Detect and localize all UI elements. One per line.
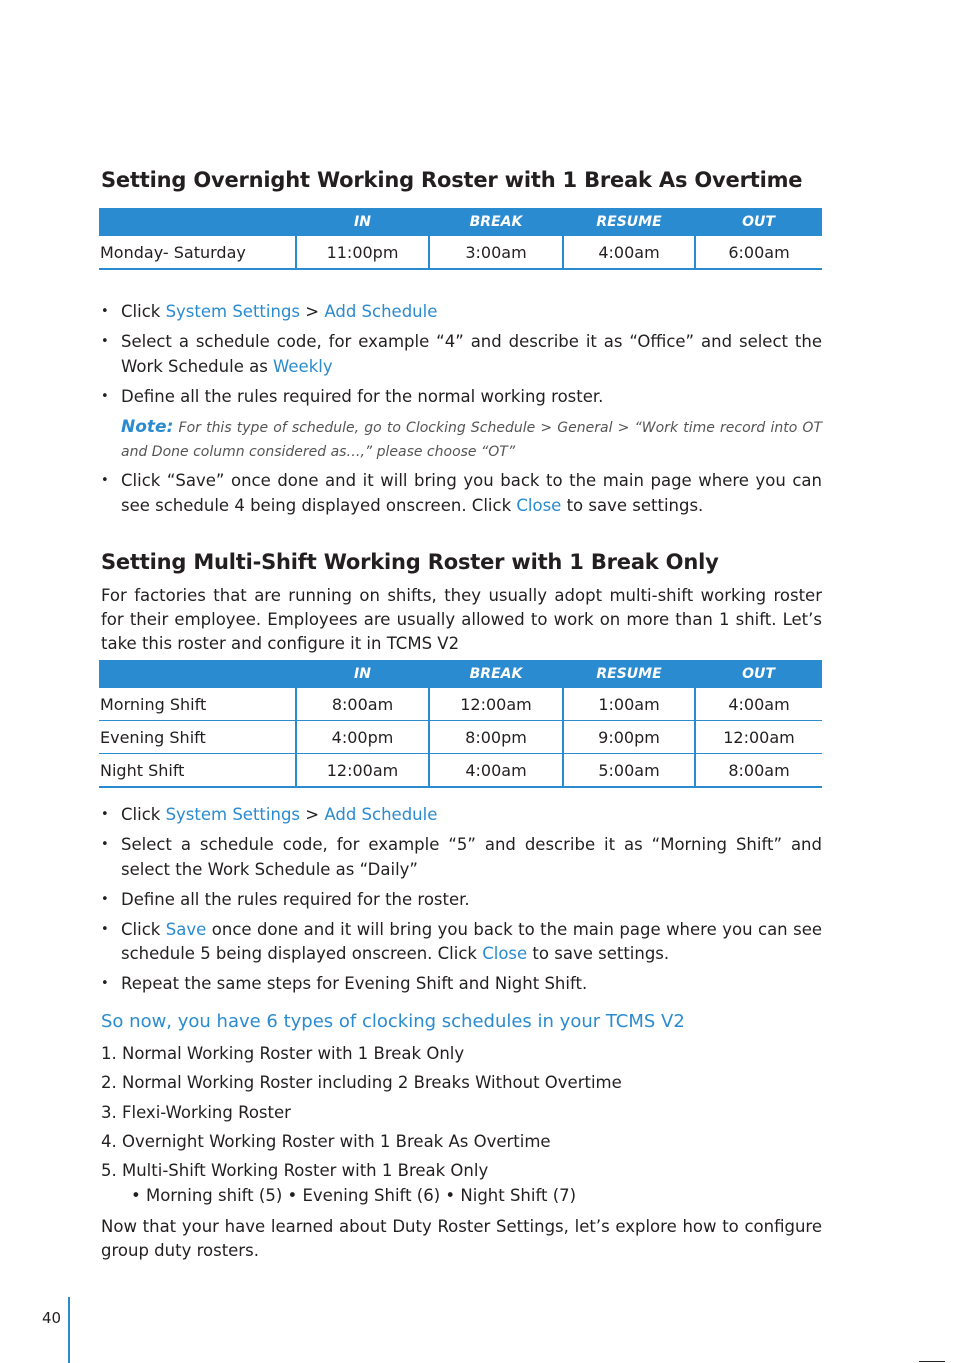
step-text: once done and it will bring you back to the main page where you can see schedule 5 being displayed onscreen. Click <box>121 919 822 963</box>
table-cell: 4:00pm <box>296 721 429 754</box>
step-text: to save settings. <box>561 495 704 515</box>
table-cell: 1:00am <box>563 688 695 721</box>
list-item: 2. Normal Working Roster including 2 Breaks Without Overtime <box>101 1073 622 1093</box>
table-header-cell: IN <box>296 660 429 688</box>
step-text: Click <box>121 805 166 824</box>
save-link[interactable]: Save <box>165 919 207 939</box>
table-header-cell <box>99 208 296 236</box>
table-cell: 3:00am <box>429 236 563 269</box>
overnight-steps-list <box>101 300 822 524</box>
table-cell: 8:00pm <box>429 721 563 754</box>
step-text: Click <box>121 302 166 321</box>
note-block <box>101 415 822 464</box>
table-cell: 6:00am <box>695 236 822 269</box>
table-header-cell <box>99 660 296 688</box>
section-title-multishift: Setting Multi-Shift Working Roster with 1 Break Only <box>101 550 719 574</box>
close-link[interactable]: Close <box>482 944 528 963</box>
system-settings-link[interactable]: System Settings <box>165 805 301 824</box>
table-cell: 8:00am <box>695 754 822 788</box>
table-cell: Monday- Saturday <box>99 236 296 269</box>
table-header-cell: IN <box>296 208 429 236</box>
page-margin-rule <box>68 1297 70 1363</box>
list-item: 4. Overnight Working Roster with 1 Break As Overtime <box>101 1131 551 1151</box>
table-cell: 9:00pm <box>563 721 695 754</box>
table-cell: 4:00am <box>429 754 563 788</box>
shift-sublist: • Morning shift (5) • Evening Shift (6) • Night Shift (7) <box>131 1185 577 1205</box>
table-cell: 4:00am <box>563 236 695 269</box>
table-cell: 5:00am <box>563 754 695 788</box>
table-header-cell: RESUME <box>563 208 695 236</box>
overnight-roster-table <box>99 208 822 270</box>
list-item <box>101 888 822 913</box>
table-cell: Morning Shift <box>99 688 296 721</box>
table-header-row <box>99 660 822 688</box>
weekly-link[interactable]: Weekly <box>273 356 333 376</box>
table-cell: 12:00am <box>296 754 429 788</box>
step-separator: > <box>300 302 325 321</box>
list-item <box>101 385 822 410</box>
table-header-cell: RESUME <box>563 660 695 688</box>
step-text: Select a schedule code, for example “4” and describe it as “Office” and select the Work Schedule as <box>121 332 822 376</box>
add-schedule-link[interactable]: Add Schedule <box>324 805 438 824</box>
table-header-cell: BREAK <box>429 208 563 236</box>
table-cell: 8:00am <box>296 688 429 721</box>
multishift-roster-table <box>99 660 822 788</box>
step-text: Repeat the same steps for Evening Shift and Night Shift. <box>121 974 588 993</box>
list-item <box>101 833 822 882</box>
table-header-cell: OUT <box>695 208 822 236</box>
step-text: Click “Save” once done and it will bring you back to the main page where you can see schedule 4 being displayed onscreen. Click <box>121 471 822 515</box>
step-text: Click <box>121 919 166 939</box>
system-settings-link[interactable]: System Settings <box>165 302 301 321</box>
list-item <box>101 469 822 518</box>
schedule-types-list <box>101 1042 822 1208</box>
step-separator: > <box>300 805 325 824</box>
table-header-cell: OUT <box>695 660 822 688</box>
table-row <box>99 754 822 788</box>
table-cell: 4:00am <box>695 688 822 721</box>
table-row <box>99 721 822 754</box>
list-item <box>101 918 822 967</box>
step-text: to save settings. <box>527 944 670 963</box>
table-header-cell: BREAK <box>429 660 563 688</box>
table-cell: 12:00am <box>429 688 563 721</box>
multishift-steps-list <box>101 803 822 1002</box>
step-text: Select a schedule code, for example “5” and describe it as “Morning Shift” and select the Work Schedule as “Daily” <box>121 835 822 879</box>
note-text: For this type of schedule, go to Clocking Schedule > General > “Work time record into OT and Done column considered as…,” please choose “OT” <box>121 419 822 460</box>
list-item <box>101 330 822 379</box>
step-text: Define all the rules required for the normal working roster. <box>121 386 604 406</box>
list-item <box>101 803 822 828</box>
table-cell: 11:00pm <box>296 236 429 269</box>
summary-heading: So now, you have 6 types of clocking schedules in your TCMS V2 <box>101 1011 685 1032</box>
section-title-overnight: Setting Overnight Working Roster with 1 Break As Overtime <box>101 168 803 192</box>
note-label: Note: <box>121 416 174 437</box>
list-item: 1. Normal Working Roster with 1 Break Only <box>101 1044 465 1063</box>
closing-paragraph: Now that your have learned about Duty Roster Settings, let’s explore how to configure group duty rosters. <box>101 1217 822 1260</box>
step-text: Define all the rules required for the roster. <box>121 889 470 909</box>
table-row <box>99 236 822 269</box>
close-link[interactable]: Close <box>516 495 562 515</box>
list-item: 5. Multi-Shift Working Roster with 1 Break Only <box>101 1161 489 1181</box>
list-item: 3. Flexi-Working Roster <box>101 1102 291 1122</box>
table-cell: 12:00am <box>695 721 822 754</box>
corner-rule <box>919 1361 945 1362</box>
list-item <box>101 300 822 325</box>
table-row <box>99 688 822 721</box>
table-header-row <box>99 208 822 236</box>
page-number: 40 <box>42 1309 62 1327</box>
table-cell: Night Shift <box>99 754 296 788</box>
multishift-intro: For factories that are running on shifts, they usually adopt multi-shift working roster for their employee. Employees are usually allowed to work on more than 1 shift. Let’s take this roster and configure it in TCMS V2 <box>101 586 822 653</box>
list-item <box>101 972 822 997</box>
add-schedule-link[interactable]: Add Schedule <box>324 302 438 321</box>
table-cell: Evening Shift <box>99 721 296 754</box>
